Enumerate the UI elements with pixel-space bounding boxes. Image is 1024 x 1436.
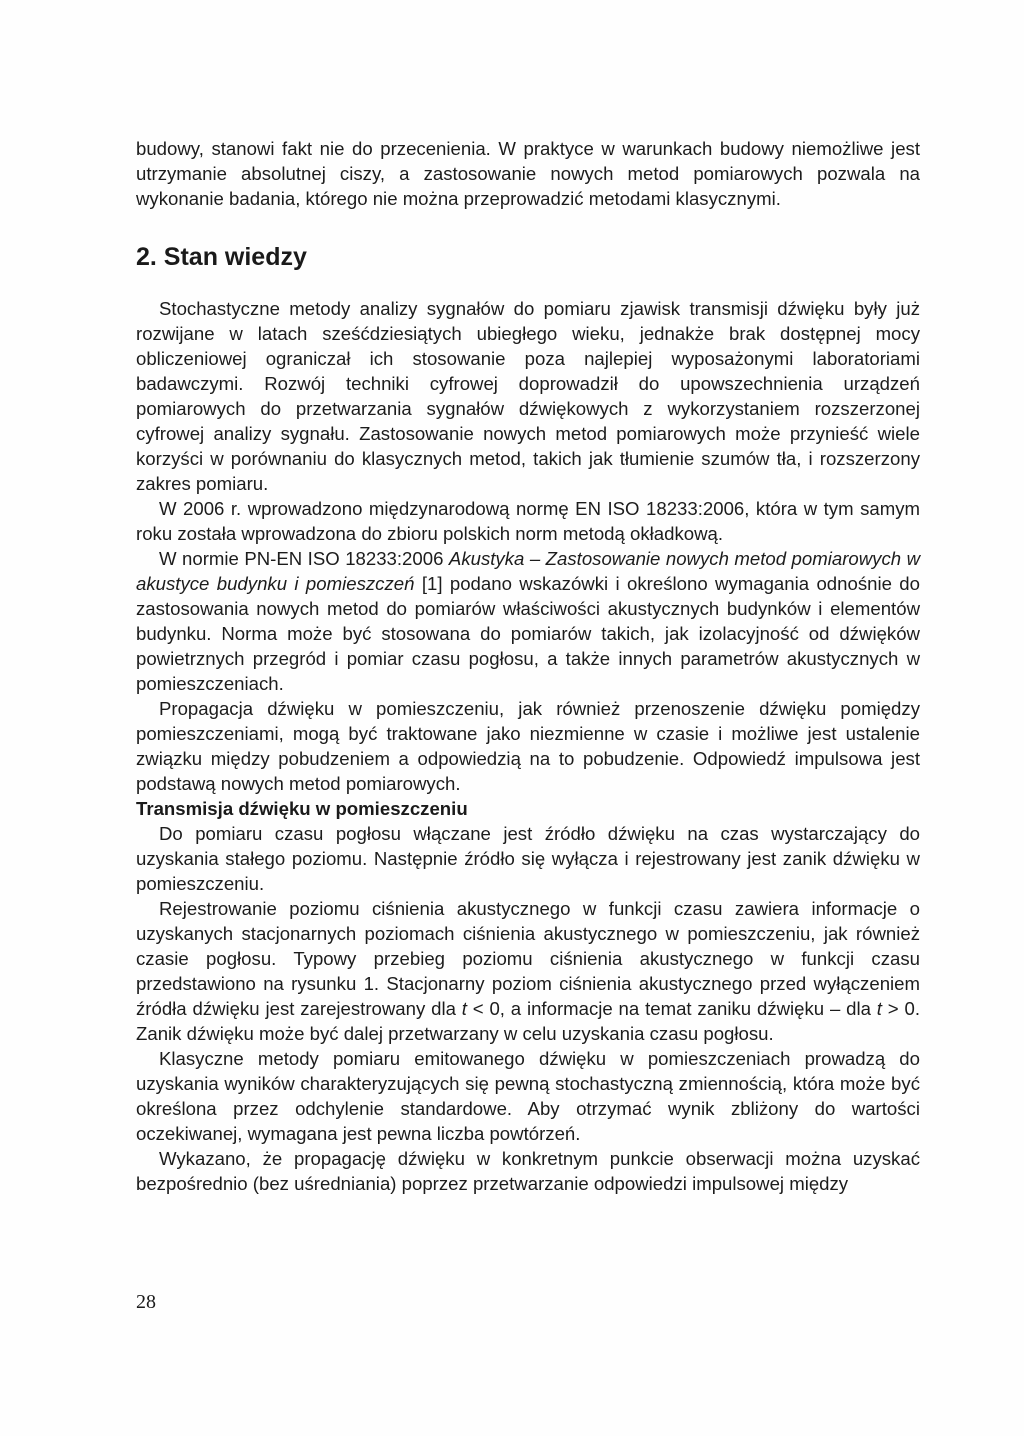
registration-text-a: Rejestrowanie poziomu ciśnienia akustycznego w funkcji czasu zawiera informacje o uzyskanych stacjonarnych poziomach ciśnienia akustycznego w pomieszczeniu, jak również czasie pogłosu. Typowy przebieg poziomu ciśnienia akustycznego w funkcji czasu przedstawiono na rysunku 1. Stacjonarny poziom ciśnienia akustycznego przed wyłączeniem źródła dźwięku jest zarejestrowany dla bbox=[136, 898, 920, 1019]
paragraph-propagation: Propagacja dźwięku w pomieszczeniu, jak również przenoszenie dźwięku pomiędzy pomieszczeniami, mogą być traktowane jako niezmienne w czasie i możliwe jest ustalenie związku między pobudzeniem a odpowiedzią na to pobudzenie. Odpowiedź impulsowa jest podstawą nowych metod pomiarowych. bbox=[136, 698, 920, 794]
norm-title: Akustyka – Zastosowanie nowych metod pomiarowych w akustyce budynku i pomieszczeń bbox=[136, 548, 920, 594]
text-column bbox=[136, 136, 920, 1196]
paragraph-norm bbox=[136, 546, 920, 696]
paragraph-reverb-measurement: Do pomiaru czasu pogłosu włączane jest źródło dźwięku na czas wystarczający do uzyskania stałego poziomu. Następnie źródło się wyłącza i rejestrowany jest zanik dźwięku w pomieszczeniu. bbox=[136, 823, 920, 894]
registration-text-b: < 0, a informacje na temat zaniku dźwięku – dla bbox=[466, 998, 877, 1019]
time-variable: t bbox=[876, 998, 882, 1019]
paragraph-classic-methods: Klasyczne metody pomiaru emitowanego dźwięku w pomieszczeniach prowadzą do uzyskania wyników charakteryzujących się pewną stochastyczną zmiennością, która może być określona przez odchylenie standardowe. Aby otrzymać wynik zbliżony do wartości oczekiwanej, wymagana jest pewna liczba powtórzeń. bbox=[136, 1048, 920, 1144]
paragraph-level-registration bbox=[136, 896, 920, 1046]
paragraph-impulse-response: Wykazano, że propagację dźwięku w konkretnym punkcie obserwacji można uzyskać bezpośrednio (bez uśredniania) poprzez przetwarzanie odpowiedzi impulsowej między bbox=[136, 1148, 920, 1194]
time-variable: t bbox=[461, 998, 467, 1019]
paragraph-intro: budowy, stanowi fakt nie do przecenienia. W praktyce w warunkach budowy niemożliwe jest utrzymanie absolutnej ciszy, a zastosowanie nowych metod pomiarowych pozwala na wykonanie badania, którego nie można przeprowadzić metodami klasycznymi. bbox=[136, 138, 920, 209]
norm-rest-text: [1] podano wskazówki i określono wymagania odnośnie do zastosowania nowych metod do pomiarów właściwości akustycznych budynków i elementów budynku. Norma może być stosowana do pomiarów takich, jak izolacyjność od dźwięków powietrznych przegród i pomiar czasu pogłosu, a także innych parametrów akustycznych w pomieszczeniach. bbox=[136, 573, 920, 694]
paragraph-2006-standard: W 2006 r. wprowadzono międzynarodową normę EN ISO 18233:2006, która w tym samym roku została wprowadzona do zbioru polskich norm metodą okładkową. bbox=[136, 498, 920, 544]
section-heading: 2. Stan wiedzy bbox=[136, 243, 307, 271]
subsection-heading: Transmisja dźwięku w pomieszczeniu bbox=[136, 798, 468, 819]
page-number: 28 bbox=[136, 1291, 156, 1313]
registration-text-c: > 0. Zanik dźwięku może być dalej przetwarzany w celu uzyskania czasu pogłosu. bbox=[136, 998, 920, 1044]
norm-intro-text: W normie PN-EN ISO 18233:2006 bbox=[159, 548, 449, 569]
paragraph-stochastic-methods: Stochastyczne metody analizy sygnałów do pomiaru zjawisk transmisji dźwięku były już rozwijane w latach sześćdziesiątych ubiegłego wieku, jednakże brak dostępnej mocy obliczeniowej ograniczał ich stosowanie poza najlepiej wyposażonymi laboratoriami badawczymi. Rozwój techniki cyfrowej doprowadził do upowszechnienia urządzeń pomiarowych do przetwarzania sygnałów dźwiękowych z wykorzystaniem rozszerzonej cyfrowej analizy sygnału. Zastosowanie nowych metod pomiarowych może przynieść wiele korzyści w porównaniu do klasycznych metod, takich jak tłumienie szumów tła, i rozszerzony zakres pomiaru. bbox=[136, 298, 920, 494]
